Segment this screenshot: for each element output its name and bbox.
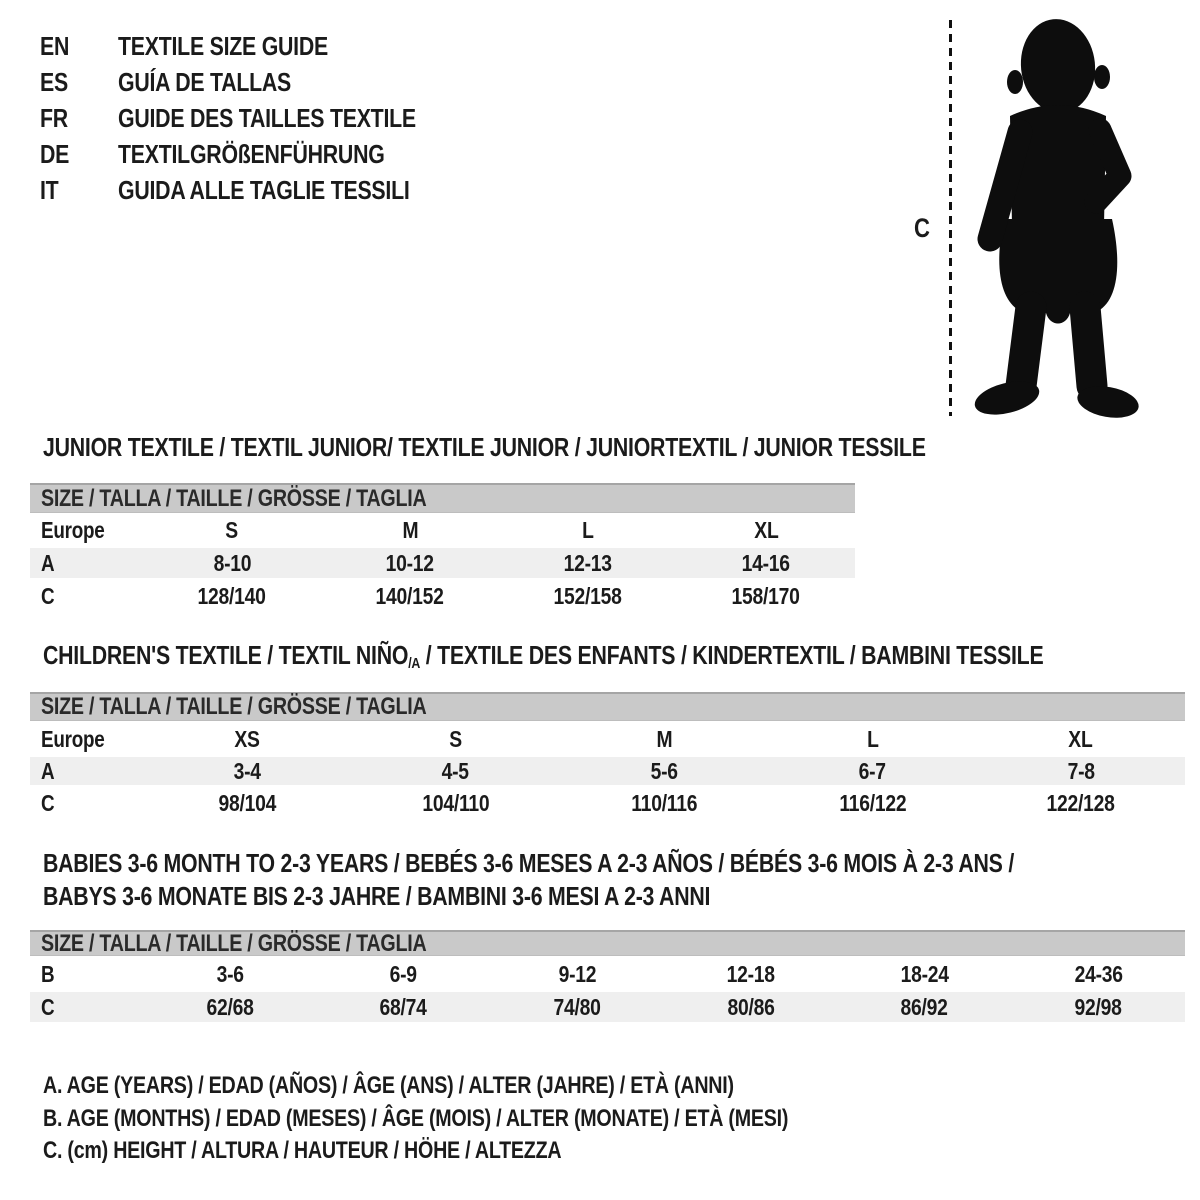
legend-line-a: A. AGE (YEARS) / EDAD (AÑOS) / ÂGE (ANS) / ALTER (JAHRE) / ETÀ (ANNI) (43, 1072, 734, 1100)
size-cell: XS (234, 725, 260, 752)
language-list (40, 28, 481, 208)
children-section-heading-text: CHILDREN'S TEXTILE / TEXTIL $NIÑO_{/A}$ / TEXTILE DES ENFANTS / KINDERTEXTIL / BAMBINI TESSILE (43, 640, 1044, 673)
size-cell: S (449, 725, 462, 752)
size-cell: 18-24 (900, 960, 949, 987)
size-cell: 74/80 (553, 993, 601, 1020)
size-cell: 92/98 (1074, 993, 1122, 1020)
language-code (40, 175, 118, 206)
junior-section-heading (43, 431, 1119, 464)
size-cell: 3-4 (233, 757, 261, 784)
size-cell: 98/104 (218, 790, 276, 816)
language-code (40, 31, 118, 62)
row-label: C (41, 790, 55, 816)
baby-silhouette-icon (958, 14, 1148, 422)
language-code (40, 103, 118, 134)
table-row (30, 578, 855, 614)
size-cell: 14-16 (741, 549, 791, 576)
size-cell: 140/152 (375, 582, 445, 609)
babies-size-table (30, 930, 1185, 1022)
language-code (40, 67, 118, 98)
legend-line-b: B. AGE (MONTHS) / EDAD (MESES) / ÂGE (MOIS) / ALTER (MONATE) / ETÀ (MESI) (43, 1104, 789, 1132)
size-cell: 86/92 (900, 993, 949, 1020)
height-measure-dashed-line (949, 20, 952, 416)
size-cell: 128/140 (197, 582, 267, 609)
table-row (30, 757, 1185, 785)
size-header-band-text: SIZE / TALLA / TAILLE / GRÖSSE / TAGLIA (41, 693, 427, 720)
table-row (30, 513, 855, 548)
size-header-band (30, 692, 1185, 721)
size-header-band (30, 483, 855, 513)
language-title (118, 139, 443, 170)
language-title-text: GUIDE DES TAILLES TEXTILE (118, 102, 416, 133)
language-title (118, 67, 329, 98)
size-cell: 80/86 (727, 993, 775, 1020)
children-section-heading (43, 639, 1200, 680)
size-cell: 24-36 (1074, 960, 1123, 987)
row-label: B (41, 960, 55, 987)
row-label: Europe (41, 517, 105, 543)
size-cell: 110/116 (631, 790, 697, 816)
language-code-text: DE (40, 138, 70, 169)
size-cell: 6-7 (858, 757, 886, 784)
language-code (40, 139, 118, 170)
size-cell: 5-6 (650, 757, 678, 784)
row-label: C (41, 993, 55, 1020)
language-row-it (40, 172, 481, 208)
legend-line-c: C. (cm) HEIGHT / ALTURA / HAUTEUR / HÖHE / ALTEZZA (43, 1137, 562, 1165)
table-row (30, 548, 855, 578)
size-cell: XL (1068, 725, 1093, 752)
language-row-en (40, 28, 481, 64)
size-cell: 6-9 (389, 960, 418, 987)
size-cell: L (582, 517, 594, 543)
size-cell: 158/170 (731, 582, 801, 609)
language-row-es (40, 64, 481, 100)
height-measure-label (914, 213, 933, 244)
language-row-fr (40, 100, 481, 136)
row-label: A (41, 549, 55, 576)
language-title-text: TEXTILE SIZE GUIDE (118, 30, 328, 61)
language-title-text: GUIDA ALLE TAGLIE TESSILI (118, 174, 410, 205)
row-label: C (41, 582, 55, 609)
size-cell: 7-8 (1067, 757, 1095, 784)
table-row (30, 992, 1185, 1022)
size-cell: 68/74 (379, 993, 428, 1020)
size-header-band-text: SIZE / TALLA / TAILLE / GRÖSSE / TAGLIA (41, 484, 427, 512)
size-cell: 10-12 (385, 549, 435, 576)
language-title-text: GUÍA DE TALLAS (118, 66, 292, 97)
height-measure-label-text: C (914, 213, 930, 243)
language-row-de (40, 136, 481, 172)
size-cell: 4-5 (442, 757, 470, 784)
language-title (118, 175, 474, 206)
babies-section-heading (43, 847, 1200, 913)
size-header-band (30, 930, 1185, 956)
babies-heading-line1: BABIES 3-6 MONTH TO 2-3 YEARS / BEBÉS 3-6 MESES A 2-3 AÑOS / BÉBÉS 3-6 MOIS À 2-3 ANS / (43, 848, 1015, 878)
size-cell: 3-6 (216, 960, 244, 987)
language-code-text: IT (40, 174, 59, 205)
size-header-band-text: SIZE / TALLA / TAILLE / GRÖSSE / TAGLIA (41, 929, 427, 957)
table-row (30, 956, 1185, 992)
language-code-text: ES (40, 66, 68, 97)
babies-heading-line2: BABYS 3-6 MONATE BIS 2-3 JAHRE / BAMBINI 3-6 MESI A 2-3 ANNI (43, 881, 711, 911)
size-cell: S (225, 517, 239, 543)
children-size-table (30, 692, 1185, 822)
language-title (118, 31, 374, 62)
size-cell: 152/158 (553, 582, 623, 609)
language-code-text: FR (40, 102, 68, 133)
table-row (30, 721, 1185, 757)
size-cell: 9-12 (558, 960, 596, 987)
language-title-text: TEXTILGRÖßENFÜHRUNG (118, 138, 385, 169)
row-label: Europe (41, 725, 105, 752)
size-cell: 104/110 (422, 790, 490, 816)
size-cell: M (402, 517, 418, 543)
measure-legend (43, 1070, 952, 1168)
table-row (30, 785, 1185, 822)
size-cell: XL (753, 517, 779, 543)
junior-size-table (30, 483, 855, 614)
junior-section-heading-text: JUNIOR TEXTILE / TEXTIL JUNIOR/ TEXTILE JUNIOR / JUNIORTEXTIL / JUNIOR TESSILE (43, 432, 926, 462)
language-title (118, 103, 481, 134)
size-cell: M (656, 725, 672, 752)
language-code-text: EN (40, 30, 70, 61)
size-cell: 116/122 (838, 790, 906, 816)
size-cell: 122/128 (1046, 790, 1115, 816)
size-cell: L (866, 725, 879, 752)
size-cell: 12-18 (726, 960, 775, 987)
size-cell: 12-13 (563, 549, 613, 576)
nino-a-subscript: /A (408, 655, 421, 673)
size-cell: 8-10 (213, 549, 251, 576)
row-label: A (41, 757, 55, 784)
size-cell: 62/68 (206, 993, 254, 1020)
